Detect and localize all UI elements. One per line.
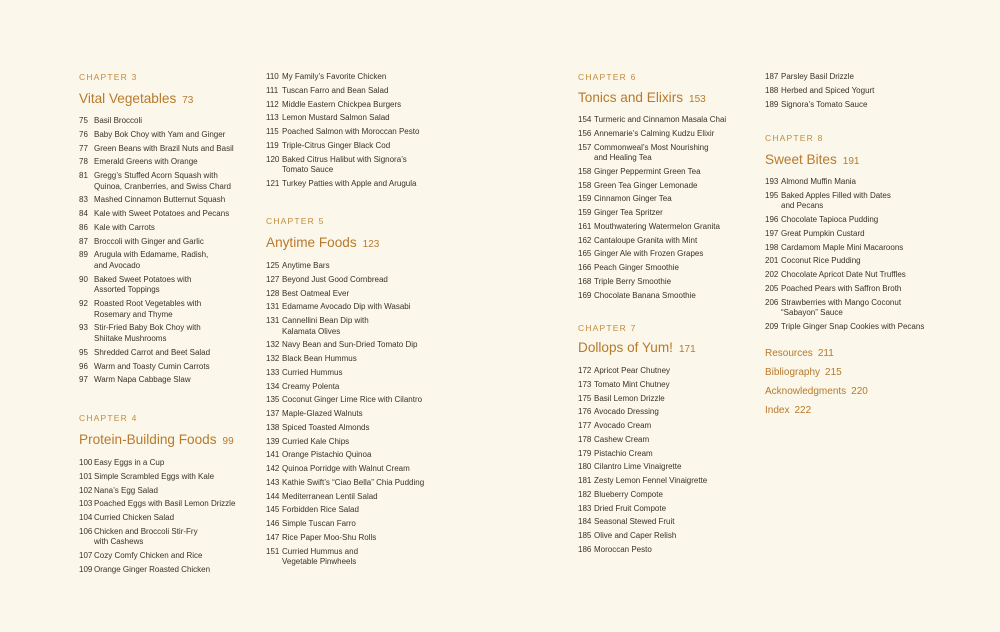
back-matter-entry[interactable] [765, 386, 868, 397]
back-matter-entry[interactable] [765, 348, 834, 359]
entry-title: Stir-Fried Baby Bok Choy with [94, 323, 201, 333]
chapter-title[interactable] [79, 432, 234, 447]
back-matter-page-number: 211 [817, 348, 834, 359]
chapter-page-number: 191 [842, 156, 860, 167]
entry-page-number: 143 [266, 477, 280, 487]
entry-title: Tomato Sauce [282, 165, 334, 175]
entry-title: Forbidden Rice Salad [282, 505, 359, 515]
entry-page-number: 93 [79, 323, 88, 333]
entry-page-number: 110 [266, 72, 279, 81]
chapter-label: CHAPTER 3 [79, 72, 138, 82]
chapter-title-text: Tonics and Elixirs [578, 90, 684, 105]
entry-page-number: 157 [578, 142, 592, 152]
entry-title: Baby Bok Choy with Yam and Ginger [94, 129, 226, 139]
entry-page-number: 134 [266, 381, 280, 391]
entry-page-number: 97 [79, 375, 88, 385]
entry-title: Kalamata Olives [282, 326, 341, 336]
entry-title: Spiced Toasted Almonds [282, 422, 370, 432]
chapter-title-text: Sweet Bites [765, 152, 837, 167]
entry-page-number: 104 [79, 513, 93, 522]
entry-title: with Cashews [94, 537, 144, 547]
entry-title: Cannellini Bean Dip with [282, 316, 369, 325]
entry-page-number: 146 [266, 519, 280, 529]
entry-title: Mouthwatering Watermelon Granita [594, 221, 720, 231]
entry-page-number: 100 [79, 458, 93, 467]
entry-page-number: 96 [79, 361, 88, 371]
entry-title: Baked Sweet Potatoes with [94, 274, 192, 284]
entry-page-number: 113 [266, 113, 279, 123]
chapter-label: CHAPTER 7 [578, 323, 637, 333]
entry-page-number: 109 [79, 564, 93, 574]
entry-title: Anytime Bars [282, 261, 330, 270]
entry-title: Coconut Rice Pudding [781, 256, 861, 266]
entry-title: Tuscan Farro and Bean Salad [282, 85, 389, 95]
entry-title: Chocolate Banana Smoothie [594, 290, 696, 300]
entry-title: Ginger Tea Spritzer [594, 208, 663, 218]
entry-title: Kale with Carrots [94, 222, 155, 232]
entry-page-number: 186 [578, 544, 592, 554]
entry-title: Avocado Cream [594, 421, 652, 430]
entry-title: Rosemary and Thyme [94, 309, 173, 319]
chapter-title[interactable] [578, 90, 706, 105]
entry-page-number: 106 [79, 526, 93, 536]
entry-page-number: 139 [266, 436, 280, 446]
entry-title: Peach Ginger Smoothie [594, 263, 679, 273]
entry-title: Strawberries with Mango Coconut [781, 297, 902, 307]
entry-page-number: 76 [79, 129, 88, 139]
entry-title: Avocado Dressing [594, 407, 659, 417]
entry-title: Triple-Citrus Ginger Black Cod [282, 140, 391, 150]
entry-page-number: 147 [266, 532, 280, 542]
entry-title: Poached Salmon with Moroccan Pesto [282, 127, 420, 136]
entry-page-number: 137 [266, 409, 280, 419]
entry-page-number: 161 [578, 221, 592, 231]
entry-title: Cilantro Lime Vinaigrette [594, 462, 682, 472]
entry-title: Blueberry Compote [594, 489, 663, 499]
entry-title: Parsley Basil Drizzle [781, 72, 854, 81]
entry-title: Edamame Avocado Dip with Wasabi [282, 302, 411, 312]
entry-title: Curried Hummus and [282, 546, 359, 556]
entry-title: Best Oatmeal Ever [282, 288, 350, 298]
chapter-page-number: 153 [689, 94, 706, 105]
entry-page-number: 92 [79, 299, 88, 309]
entry-title: Curried Kale Chips [282, 436, 350, 446]
entry-page-number: 75 [79, 116, 88, 125]
entry-title: Assorted Toppings [94, 285, 160, 295]
entry-title: Poached Eggs with Basil Lemon Drizzle [94, 499, 236, 509]
entry-page-number: 179 [578, 448, 592, 458]
entry-page-number: 133 [266, 367, 280, 377]
entry-title: Basil Lemon Drizzle [594, 393, 665, 403]
entry-title: Maple-Glazed Walnuts [282, 409, 363, 419]
entry-title: Chocolate Apricot Date Nut Truffles [781, 270, 906, 280]
entry-title: Navy Bean and Sun-Dried Tomato Dip [282, 340, 418, 350]
entry-page-number: 193 [765, 177, 779, 186]
entry-title: Cantaloupe Granita with Mint [594, 235, 698, 245]
entry-page-number: 125 [266, 261, 280, 270]
entry-page-number: 197 [765, 228, 779, 238]
chapter-page-number: 171 [678, 344, 696, 355]
entry-title: Shiitake Mushrooms [94, 333, 167, 343]
chapter-title-text: Protein-Building Foods [79, 432, 217, 447]
chapter-label: CHAPTER 8 [765, 133, 824, 143]
entry-title: Signora’s Tomato Sauce [781, 99, 868, 109]
entry-page-number: 131 [266, 302, 280, 312]
entry-title: Curried Chicken Salad [94, 513, 175, 522]
entry-page-number: 78 [79, 157, 88, 167]
entry-page-number: 156 [578, 128, 592, 138]
entry-page-number: 135 [266, 395, 280, 405]
entry-title: Chocolate Tapioca Pudding [781, 215, 879, 225]
entry-title: Triple Berry Smoothie [594, 276, 672, 286]
entry-page-number: 154 [578, 115, 592, 124]
entry-title: Broccoli with Ginger and Garlic [94, 236, 204, 246]
back-matter-label: Bibliography [765, 367, 821, 378]
entry-page-number: 177 [578, 421, 592, 430]
chapter-title-text: Vital Vegetables [79, 91, 177, 106]
entry-title: Poached Pears with Saffron Broth [781, 283, 902, 293]
chapter-title-text: Dollops of Yum! [578, 340, 673, 355]
entry-page-number: 189 [765, 99, 779, 109]
entry-title: Orange Ginger Roasted Chicken [94, 564, 211, 574]
entry-page-number: 151 [266, 546, 280, 556]
entry-page-number: 187 [765, 72, 779, 81]
entry-title: Pistachio Cream [594, 448, 653, 458]
entry-title: Creamy Polenta [282, 381, 340, 391]
entry-title: and Avocado [94, 260, 141, 270]
entry-page-number: 201 [765, 256, 779, 266]
entry-title: Gregg’s Stuffed Acorn Squash with [94, 171, 218, 180]
entry-page-number: 166 [578, 263, 592, 273]
entry-page-number: 165 [578, 249, 592, 259]
back-matter-entry[interactable] [765, 405, 811, 416]
chapter-label: CHAPTER 5 [266, 216, 325, 226]
entry-page-number: 138 [266, 422, 280, 432]
entry-page-number: 202 [765, 270, 779, 280]
entry-title: Olive and Caper Relish [594, 531, 677, 540]
entry-page-number: 83 [79, 195, 88, 205]
entry-title: Tomato Mint Chutney [594, 379, 670, 389]
entry-title: Cashew Cream [594, 434, 650, 444]
entry-title: Basil Broccoli [94, 116, 143, 125]
chapter-page-number: 99 [222, 436, 234, 447]
entry-title: Kale with Sweet Potatoes and Pecans [94, 209, 230, 219]
back-matter-page-number: 220 [851, 386, 868, 397]
entry-page-number: 182 [578, 489, 592, 499]
back-matter-page-number: 222 [794, 405, 812, 416]
entry-page-number: 111 [266, 85, 279, 95]
entry-page-number: 158 [578, 180, 592, 190]
entry-title: Mediterranean Lentil Salad [282, 491, 378, 501]
entry-title: Warm Napa Cabbage Slaw [94, 375, 191, 385]
entry-title: Simple Scrambled Eggs with Kale [94, 471, 215, 481]
entry-title: Middle Eastern Chickpea Burgers [282, 99, 402, 109]
entry-page-number: 172 [578, 366, 592, 375]
back-matter-page-number: 215 [825, 367, 842, 378]
entry-title: Orange Pistachio Quinoa [282, 450, 372, 460]
entry-page-number: 95 [79, 347, 88, 357]
entry-title: Turmeric and Cinnamon Masala Chai [594, 115, 727, 124]
entry-title: Ginger Ale with Frozen Grapes [594, 249, 704, 259]
entry-title: Vegetable Pinwheels [282, 557, 357, 567]
entry-title: Arugula with Edamame, Radish, [94, 250, 209, 260]
entry-title: Zesty Lemon Fennel Vinaigrette [594, 476, 708, 485]
entry-page-number: 176 [578, 407, 592, 417]
entry-page-number: 205 [765, 283, 779, 293]
entry-page-number: 180 [578, 462, 592, 472]
entry-page-number: 209 [765, 321, 779, 331]
entry-page-number: 159 [578, 208, 592, 218]
chapter-title-text: Anytime Foods [266, 235, 357, 250]
entry-title: Nana’s Egg Salad [94, 485, 158, 495]
entry-page-number: 102 [79, 485, 93, 495]
entry-page-number: 142 [266, 464, 280, 474]
entry-page-number: 107 [79, 551, 93, 561]
entry-page-number: 169 [578, 290, 592, 300]
entry-title: Beyond Just Good Cornbread [282, 274, 388, 284]
entry-title: Curried Hummus [282, 367, 343, 377]
entry-page-number: 84 [79, 209, 88, 219]
entry-title: “Sabayon” Sauce [781, 308, 843, 318]
entry-title: Green Beans with Brazil Nuts and Basil [94, 143, 234, 153]
entry-title: and Healing Tea [594, 153, 652, 163]
entry-title: Seasonal Stewed Fruit [594, 517, 675, 527]
entry-title: Quinoa, Cranberries, and Swiss Chard [94, 181, 231, 191]
entry-page-number: 127 [266, 274, 280, 284]
entry-title: Lemon Mustard Salmon Salad [282, 113, 390, 123]
entry-page-number: 198 [765, 242, 779, 252]
chapter-title[interactable] [765, 152, 859, 167]
entry-title: Green Tea Ginger Lemonade [594, 180, 698, 190]
entry-page-number: 206 [765, 297, 779, 307]
entry-title: Rice Paper Moo-Shu Rolls [282, 532, 377, 542]
entry-page-number: 132 [266, 354, 280, 364]
entry-title: Baked Citrus Halibut with Signora’s [282, 154, 407, 164]
chapter-label: CHAPTER 4 [79, 413, 138, 423]
entry-page-number: 90 [79, 274, 88, 284]
entry-title: Cozy Comfy Chicken and Rice [94, 551, 203, 561]
entry-page-number: 144 [266, 491, 280, 501]
entry-page-number: 184 [578, 517, 592, 527]
entry-title: Triple Ginger Snap Cookies with Pecans [781, 321, 925, 331]
entry-page-number: 119 [266, 140, 279, 150]
entry-page-number: 195 [765, 190, 779, 200]
entry-page-number: 159 [578, 194, 592, 204]
entry-page-number: 101 [79, 471, 93, 481]
entry-page-number: 162 [578, 235, 592, 245]
entry-page-number: 128 [266, 288, 280, 298]
chapter-label: CHAPTER 6 [578, 72, 637, 82]
entry-page-number: 185 [578, 531, 592, 540]
entry-title: Moroccan Pesto [594, 544, 652, 554]
entry-page-number: 103 [79, 499, 93, 509]
entry-title: Dried Fruit Compote [594, 503, 667, 513]
entry-title: Easy Eggs in a Cup [94, 458, 165, 467]
entry-page-number: 89 [79, 250, 88, 260]
entry-title: Ginger Peppermint Green Tea [594, 166, 701, 176]
entry-page-number: 181 [578, 476, 592, 485]
entry-page-number: 81 [79, 171, 88, 180]
chapter-page-number: 123 [362, 239, 380, 250]
entry-title: Turkey Patties with Apple and Arugula [282, 178, 417, 188]
back-matter-entry[interactable] [765, 367, 842, 378]
chapter-title[interactable] [266, 235, 379, 250]
entry-page-number: 178 [578, 434, 592, 444]
entry-title: Baked Apples Filled with Dates [781, 190, 891, 200]
entry-title: Chicken and Broccoli Stir-Fry [94, 526, 198, 536]
entry-page-number: 132 [266, 340, 280, 350]
entry-title: and Pecans [781, 201, 824, 211]
entry-page-number: 145 [266, 505, 280, 515]
entry-title: Kathie Swift’s “Ciao Bella” Chia Pudding [282, 477, 425, 487]
chapter-page-number: 73 [182, 95, 194, 106]
entry-page-number: 183 [578, 503, 592, 513]
entry-title: Cardamom Maple Mini Macaroons [781, 242, 904, 252]
entry-title: Great Pumpkin Custard [781, 228, 865, 238]
entry-title: Annemarie’s Calming Kudzu Elixir [594, 128, 715, 138]
entry-title: Roasted Root Vegetables with [94, 299, 202, 309]
entry-title: Coconut Ginger Lime Rice with Cilantro [282, 395, 423, 405]
entry-title: Apricot Pear Chutney [594, 366, 671, 375]
entry-page-number: 87 [79, 236, 88, 246]
entry-page-number: 120 [266, 154, 280, 164]
back-matter-label: Index [765, 405, 790, 416]
entry-page-number: 158 [578, 166, 592, 176]
entry-page-number: 168 [578, 276, 592, 286]
entry-title: Black Bean Hummus [282, 354, 357, 364]
entry-title: Mashed Cinnamon Butternut Squash [94, 195, 226, 205]
entry-title: Quinoa Porridge with Walnut Cream [282, 464, 410, 474]
back-matter-label: Resources [765, 348, 813, 359]
entry-page-number: 77 [79, 143, 88, 153]
entry-title: Almond Muffin Mania [781, 177, 856, 186]
entry-page-number: 173 [578, 379, 592, 389]
entry-title: Shredded Carrot and Beet Salad [94, 347, 211, 357]
entry-page-number: 131 [266, 316, 280, 325]
entry-page-number: 121 [266, 178, 280, 188]
back-matter-label: Acknowledgments [765, 386, 847, 397]
entry-page-number: 112 [266, 99, 279, 109]
entry-title: My Family’s Favorite Chicken [282, 72, 387, 81]
entry-page-number: 86 [79, 222, 88, 232]
entry-title: Commonweal’s Most Nourishing [594, 142, 709, 152]
entry-page-number: 141 [266, 450, 280, 460]
entry-page-number: 115 [266, 127, 279, 136]
entry-title: Warm and Toasty Cumin Carrots [94, 361, 210, 371]
entry-title: Herbed and Spiced Yogurt [781, 85, 875, 95]
entry-page-number: 188 [765, 85, 779, 95]
entry-page-number: 196 [765, 215, 779, 225]
entry-title: Emerald Greens with Orange [94, 157, 198, 167]
chapter-title[interactable] [578, 340, 696, 355]
entry-title: Simple Tuscan Farro [282, 519, 356, 529]
entry-page-number: 175 [578, 393, 592, 403]
chapter-title[interactable] [79, 91, 193, 106]
entry-title: Cinnamon Ginger Tea [594, 194, 672, 204]
